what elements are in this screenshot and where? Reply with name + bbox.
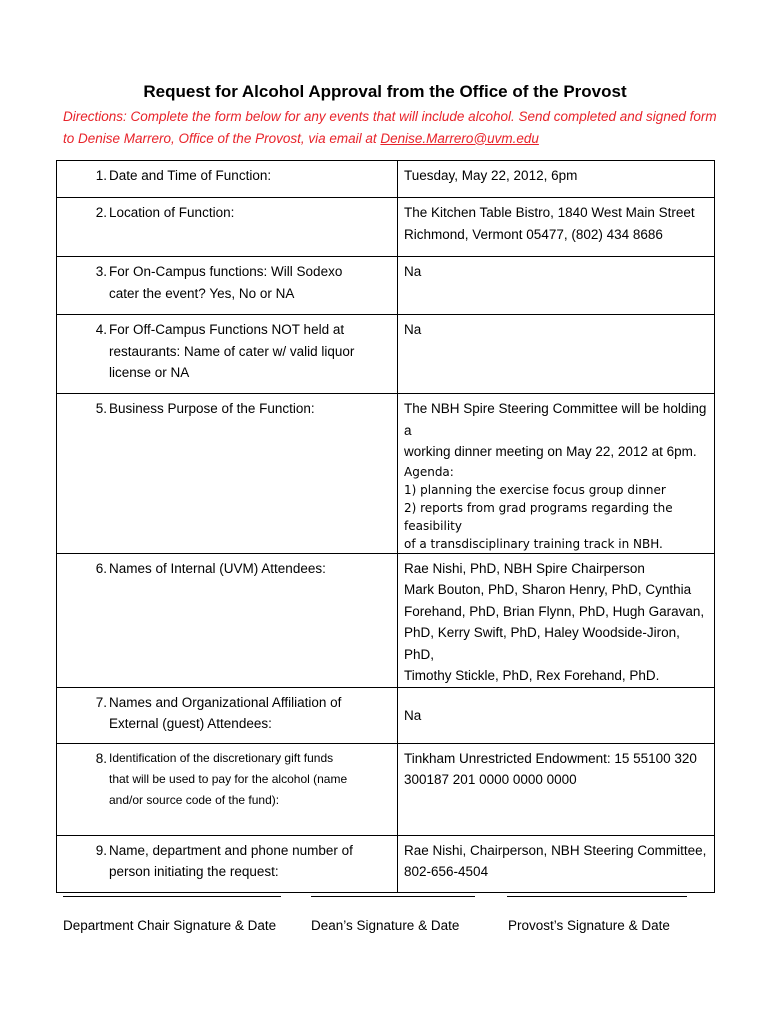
question-label: Date and Time of Function:: [109, 168, 272, 183]
question-line: that will be used to pay for the alcohol (name: [109, 771, 348, 786]
question-line: For Off-Campus Functions NOT held at: [109, 322, 345, 337]
provost-signature-line[interactable]: [507, 896, 687, 897]
question-label: Names of Internal (UVM) Attendees:: [109, 560, 326, 576]
table-row: [57, 315, 715, 394]
directions-text: Directions: Complete the form below for any events that will include alcohol. Send completed and signed form to Denise Marrero, Office of the Provost, via email at: [63, 109, 717, 146]
row-number: 6.: [95, 560, 107, 576]
row-number: 1.: [95, 168, 107, 183]
answer-line: Na: [404, 322, 422, 337]
answer-line: 300187 201 0000 0000 0000: [404, 772, 577, 787]
directions: [63, 106, 723, 149]
answer-cell[interactable]: [398, 835, 715, 892]
question-cell: [57, 553, 398, 687]
answer-line: 802-656-4504: [404, 864, 489, 879]
answer-cell[interactable]: [398, 198, 715, 257]
row-number: 5.: [95, 401, 107, 416]
table-row: [57, 743, 715, 835]
question-line: person initiating the request:: [109, 864, 279, 879]
table-row: [57, 198, 715, 257]
answer-cell[interactable]: [398, 257, 715, 315]
row-number: 8.: [95, 750, 107, 766]
agenda-line: of a transdisciplinary training track in NBH.: [404, 536, 663, 551]
table-row: [57, 394, 715, 554]
answer-line: Rae Nishi, PhD, NBH Spire Chairperson: [404, 560, 645, 576]
answer-line: Richmond, Vermont 05477, (802) 434 8686: [404, 226, 663, 242]
question-line: license or NA: [109, 365, 190, 380]
answer-line: The NBH Spire Steering Committee will be holding a: [404, 401, 707, 438]
request-form-table: [56, 160, 715, 893]
answer-line: working dinner meeting on May 22, 2012 at 6pm.: [404, 444, 697, 459]
row-number: 3.: [95, 264, 107, 279]
table-row: [57, 687, 715, 743]
question-label: [109, 692, 391, 735]
provost-signature-label: Provost’s Signature & Date: [508, 918, 670, 933]
agenda-line: Agenda:: [404, 464, 454, 479]
question-cell: [57, 835, 398, 892]
answer-cell[interactable]: [398, 315, 715, 394]
answer-line: The Kitchen Table Bistro, 1840 West Main Street: [404, 205, 695, 220]
row-number: 4.: [95, 322, 107, 337]
answer-line: Tinkham Unrestricted Endowment: 15 55100 320: [404, 750, 697, 766]
question-line: restaurants: Name of cater w/ valid liquor: [109, 343, 355, 359]
question-label: [109, 748, 391, 811]
row-number: 9.: [95, 842, 107, 858]
page-title: Request for Alcohol Approval from the Office of the Provost: [143, 82, 627, 101]
question-cell: [57, 743, 398, 835]
answer-cell[interactable]: [398, 394, 715, 554]
answer-cell[interactable]: [398, 553, 715, 687]
agenda-line: 1) planning the exercise focus group dinner: [404, 482, 666, 497]
question-line: Identification of the discretionary gift funds: [109, 750, 334, 765]
question-line: Name, department and phone number of: [109, 842, 353, 858]
question-line: and/or source code of the fund):: [109, 792, 280, 807]
question-cell: [57, 315, 398, 394]
table-row: [57, 553, 715, 687]
answer-cell[interactable]: [398, 161, 715, 198]
question-line: cater the event? Yes, No or NA: [109, 285, 295, 301]
question-label: Business Purpose of the Function:: [109, 401, 315, 416]
question-line: Names and Organizational Affiliation of: [109, 694, 342, 710]
dean-signature-line[interactable]: [311, 896, 475, 897]
chair-signature-line[interactable]: [63, 896, 281, 897]
row-number: 7.: [95, 694, 107, 710]
chair-signature-label: Department Chair Signature & Date: [63, 918, 277, 933]
answer-line: Rae Nishi, Chairperson, NBH Steering Committee,: [404, 842, 707, 858]
question-line: For On-Campus functions: Will Sodexo: [109, 264, 343, 279]
row-number: 2.: [95, 205, 107, 220]
table-row: [57, 161, 715, 198]
question-cell: [57, 198, 398, 257]
email-link[interactable]: Denise.Marrero@uvm.edu: [380, 130, 539, 146]
question-line: External (guest) Attendees:: [109, 716, 272, 731]
question-label: [109, 319, 391, 384]
answer-line: Forehand, PhD, Brian Flynn, PhD, Hugh Garavan,: [404, 603, 705, 619]
question-label: [109, 261, 391, 304]
answer-cell[interactable]: [398, 743, 715, 835]
question-cell: [57, 161, 398, 198]
agenda-line: 2) reports from grad programs regarding the feasibility: [404, 500, 673, 533]
answer-line: PhD, Kerry Swift, PhD, Haley Woodside-Jiron, PhD,: [404, 625, 680, 662]
question-cell: [57, 394, 398, 554]
question-label: [109, 840, 391, 883]
answer-line: Na: [404, 707, 422, 723]
dean-signature-label: Dean’s Signature & Date: [311, 918, 460, 933]
question-cell: [57, 257, 398, 315]
answer-line: Tuesday, May 22, 2012, 6pm: [404, 168, 578, 183]
table-row: [57, 835, 715, 892]
question-cell: [57, 687, 398, 743]
question-label: Location of Function:: [109, 205, 235, 220]
answer-line: Timothy Stickle, PhD, Rex Forehand, PhD.: [404, 668, 660, 683]
answer-line: Na: [404, 264, 422, 279]
answer-cell[interactable]: [398, 687, 715, 743]
answer-line: Mark Bouton, PhD, Sharon Henry, PhD, Cynthia: [404, 582, 692, 597]
table-row: [57, 257, 715, 315]
